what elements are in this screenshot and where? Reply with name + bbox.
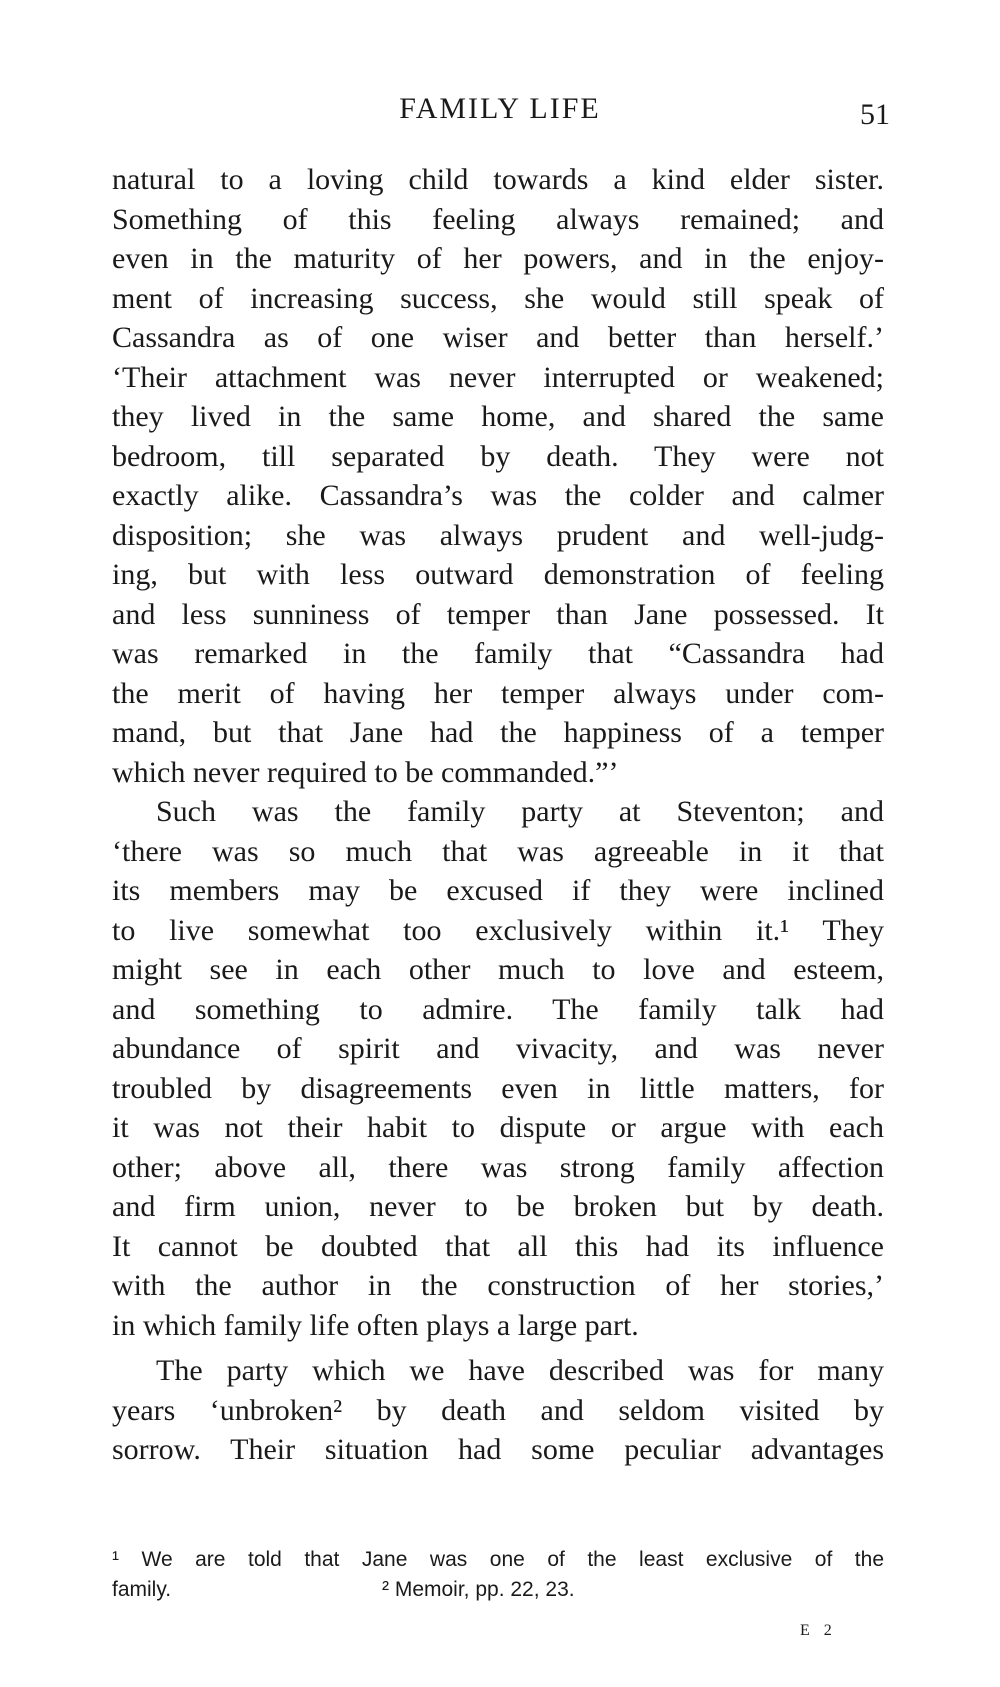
signature-mark: E 2 [800,1622,837,1639]
text-line: its members may be excused if they were inclined [112,874,884,907]
text-line: to live somewhat too exclusively within it.¹ They [112,913,884,947]
text-line: in which family life often plays a large part. [112,1308,639,1342]
body-text [112,160,884,1470]
text-line: The party which we have described was for many [156,1354,884,1387]
text-line: the merit of having her temper always under com- [112,676,884,710]
text-line: and something to admire. The family talk had [112,992,884,1026]
text-line: other; above all, there was strong family affection [112,1150,884,1184]
text-line: ment of increasing success, she would still speak of [112,281,884,315]
text-line: with the author in the construction of her stories,’ [112,1269,884,1302]
text-line: Cassandra as of one wiser and better than herself.’ [112,321,884,354]
text-line: troubled by disagreements even in little matters, for [112,1071,884,1105]
text-line: It cannot be doubted that all this had its influence [112,1229,884,1263]
text-line: even in the maturity of her powers, and in the enjoy- [112,242,884,275]
footnote-row [112,1575,884,1605]
text-line: and less sunniness of temper than Jane possessed. It [112,597,884,631]
text-line: was remarked in the family that “Cassandra had [112,637,884,670]
footnote-1-continuation: family. [112,1578,172,1601]
text-line: mand, but that Jane had the happiness of a temper [112,716,884,749]
footnote-2: ² Memoir, pp. 22, 23. [382,1578,575,1601]
footnotes [112,1545,884,1605]
text-line: ‘there was so much that was agreeable in it that [112,834,884,868]
text-line: disposition; she was always prudent and well-judg- [112,518,884,552]
text-line: bedroom, till separated by death. They were not [112,439,884,473]
footnote-1: ¹ We are told that Jane was one of the least exclusive of the [112,1548,884,1571]
text-line: ‘Their attachment was never interrupted or weakened; [112,360,884,394]
text-line: ing, but with less outward demonstration of feeling [112,558,884,591]
text-line: abundance of spirit and vivacity, and was never [112,1032,884,1065]
text-line: Such was the family party at Steventon; and [156,795,884,828]
text-line: they lived in the same home, and shared the same [112,400,884,433]
text-line: exactly alike. Cassandra’s was the colder and calmer [112,479,884,512]
text-line: and firm union, never to be broken but by death. [112,1190,884,1223]
text-line: natural to a loving child towards a kind elder sister. [112,163,884,196]
text-line: it was not their habit to dispute or argue with each [112,1111,884,1144]
page-number: 51 [860,98,890,131]
text-line: which never required to be commanded.”’ [112,755,619,789]
text-line: Something of this feeling always remained; and [112,202,884,236]
running-title: FAMILY LIFE [399,92,601,125]
text-line: sorrow. Their situation had some peculiar advantages [112,1433,884,1466]
text-line: years ‘unbroken² by death and seldom visited by [112,1393,884,1427]
text-line: might see in each other much to love and esteem, [112,953,884,986]
